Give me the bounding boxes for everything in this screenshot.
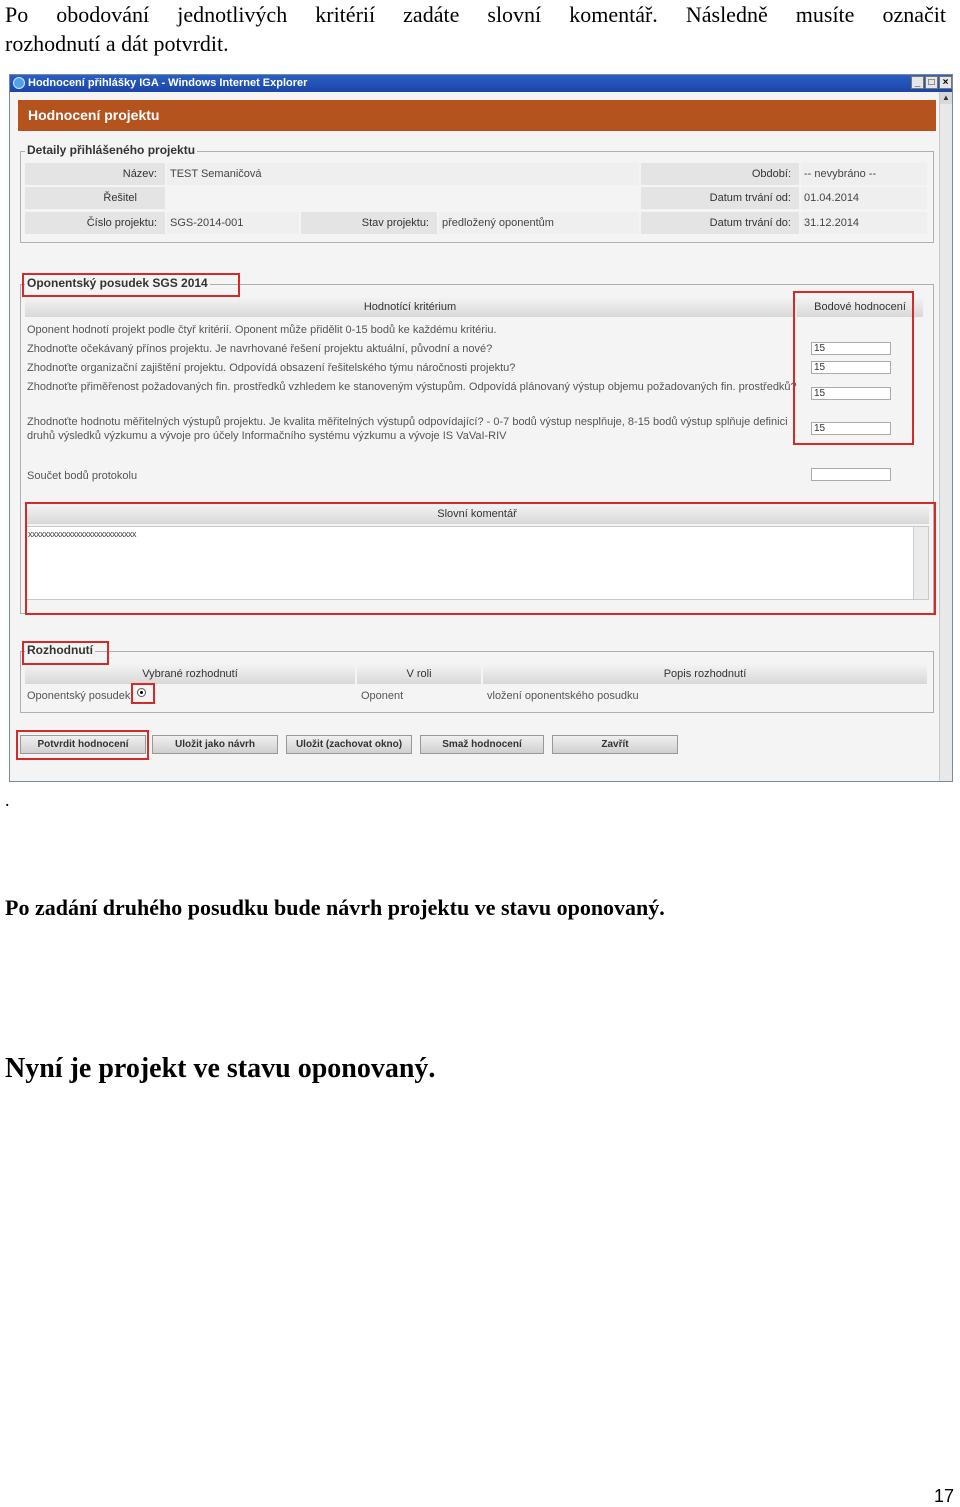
- intro-line-2: rozhodnutí a dát potvrdit.: [5, 31, 229, 56]
- window-controls: [911, 76, 952, 89]
- sum-label: Součet bodů protokolu: [27, 470, 138, 482]
- maximize-icon[interactable]: □: [925, 76, 938, 89]
- window-titlebar: [10, 75, 952, 92]
- criterion-column-header: Hodnotící kritérium: [25, 297, 795, 317]
- criterion-4-text: Zhodnoťte hodnotu měřitelných výstupů projektu. Je kvalita měřitelných výstupů odpovídající? - 0-7 bodů výstup nesplňuje, 8-15 bodů výstup splňuje definici druhů výsledků výzkumu a vývoje pro účely Informačního systému výzkumu a vývoje IS VaVaI-RIV: [27, 416, 788, 442]
- close-button[interactable]: Zavřít: [552, 735, 678, 754]
- minimize-icon[interactable]: _: [911, 76, 924, 89]
- resitel-label: Řešitel: [25, 187, 165, 209]
- stray-dot: .: [5, 790, 10, 810]
- save-keep-window-button[interactable]: Uložit (zachovat okno): [286, 735, 412, 754]
- details-fieldset: [20, 143, 934, 243]
- posudek-legend: Oponentský posudek SGS 2014: [27, 276, 208, 290]
- delete-evaluation-button[interactable]: Smaž hodnocení: [420, 735, 544, 754]
- criterion-4-score-input[interactable]: 15: [811, 422, 891, 435]
- role-header: V roli: [357, 664, 481, 684]
- scroll-up-icon[interactable]: ▲: [940, 92, 952, 104]
- selected-decision-header: Vybrané rozhodnutí: [25, 664, 355, 684]
- decision-role: Oponent: [361, 690, 404, 702]
- highlight-scores: [793, 291, 914, 445]
- obdobi-label: Období:: [641, 163, 799, 185]
- cislo-projektu-label: Číslo projektu:: [25, 212, 165, 234]
- ie-icon: [13, 77, 25, 89]
- highlight-posudek-legend: [22, 273, 240, 297]
- highlight-radio: [131, 683, 155, 704]
- comment-text: xxxxxxxxxxxxxxxxxxxxxxxxxxx: [28, 529, 136, 539]
- page-number: 17: [933, 1486, 954, 1506]
- paragraph-current-state: Nyní je projekt ve stavu oponovaný.: [5, 1053, 436, 1084]
- criterion-3-score-input[interactable]: 15: [811, 387, 891, 400]
- stav-projektu-value: předložený oponentům: [439, 212, 639, 234]
- close-icon[interactable]: ×: [939, 76, 952, 89]
- criterion-2-score-input[interactable]: 15: [811, 361, 891, 374]
- decision-fieldset: [20, 643, 934, 713]
- details-legend: Detaily přihlášeného projektu: [27, 143, 196, 157]
- criterion-1-score-input[interactable]: 15: [811, 342, 891, 355]
- nazev-value: TEST Semaničová: [167, 163, 639, 185]
- datum-do-label: Datum trvání do:: [641, 212, 799, 234]
- highlight-decision-legend: [22, 641, 109, 665]
- ie-window-screenshot: [9, 74, 953, 782]
- criteria-intro: Oponent hodnotí projekt podle čtyř kritérií. Oponent může přidělit 0-15 bodů ke každému kritériu.: [27, 324, 497, 336]
- intro-line-1: Po obodování jednotlivých kritérií zadáte slovní komentář. Následně musíte označit: [5, 2, 946, 27]
- comment-header: Slovní komentář: [25, 504, 929, 524]
- datum-od-label: Datum trvání od:: [641, 187, 799, 209]
- cislo-projektu-value: SGS-2014-001: [167, 212, 299, 234]
- intro-paragraph: [5, 0, 946, 58]
- page-scrollbar[interactable]: [939, 92, 952, 781]
- decision-description-header: Popis rozhodnutí: [483, 664, 927, 684]
- stav-projektu-label: Stav projektu:: [301, 212, 437, 234]
- sum-input: [811, 468, 891, 481]
- score-column-header: Bodové hodnocení: [797, 297, 923, 317]
- obdobi-value: -- nevybráno --: [801, 163, 927, 185]
- nazev-label: Název:: [25, 163, 165, 185]
- criterion-1-text: Zhodnoťte očekávaný přínos projektu. Je navrhované řešení projektu aktuální, původní a nové?: [27, 343, 493, 355]
- decision-name: Oponentský posudek: [27, 690, 131, 702]
- criterion-2-text: Zhodnoťte organizační zajištění projektu. Odpovídá obsazení řešitelského týmu náročnosti projektu?: [27, 362, 516, 374]
- criterion-3-text: Zhodnoťte přiměřenost požadovaných fin. prostředků vzhledem ke stanoveným výstupům. Odpovídá plánovaný výstup objemu požadovaných fin. prostředků?: [27, 381, 797, 393]
- datum-od-value: 01.04.2014: [801, 187, 927, 209]
- highlight-comment: [25, 502, 936, 615]
- confirm-button[interactable]: Potvrdit hodnocení: [20, 735, 146, 754]
- save-draft-button[interactable]: Uložit jako návrh: [152, 735, 278, 754]
- highlight-confirm-button: [16, 730, 149, 760]
- decision-legend: Rozhodnutí: [27, 643, 93, 657]
- datum-do-value: 31.12.2014: [801, 212, 927, 234]
- decision-description: vložení oponentského posudku: [487, 690, 639, 702]
- page-banner: Hodnocení projektu: [18, 100, 936, 131]
- paragraph-second-review: Po zadání druhého posudku bude návrh projektu ve stavu oponovaný.: [5, 895, 665, 920]
- window-title: Hodnocení přihlášky IGA - Windows Internet Explorer: [28, 77, 308, 89]
